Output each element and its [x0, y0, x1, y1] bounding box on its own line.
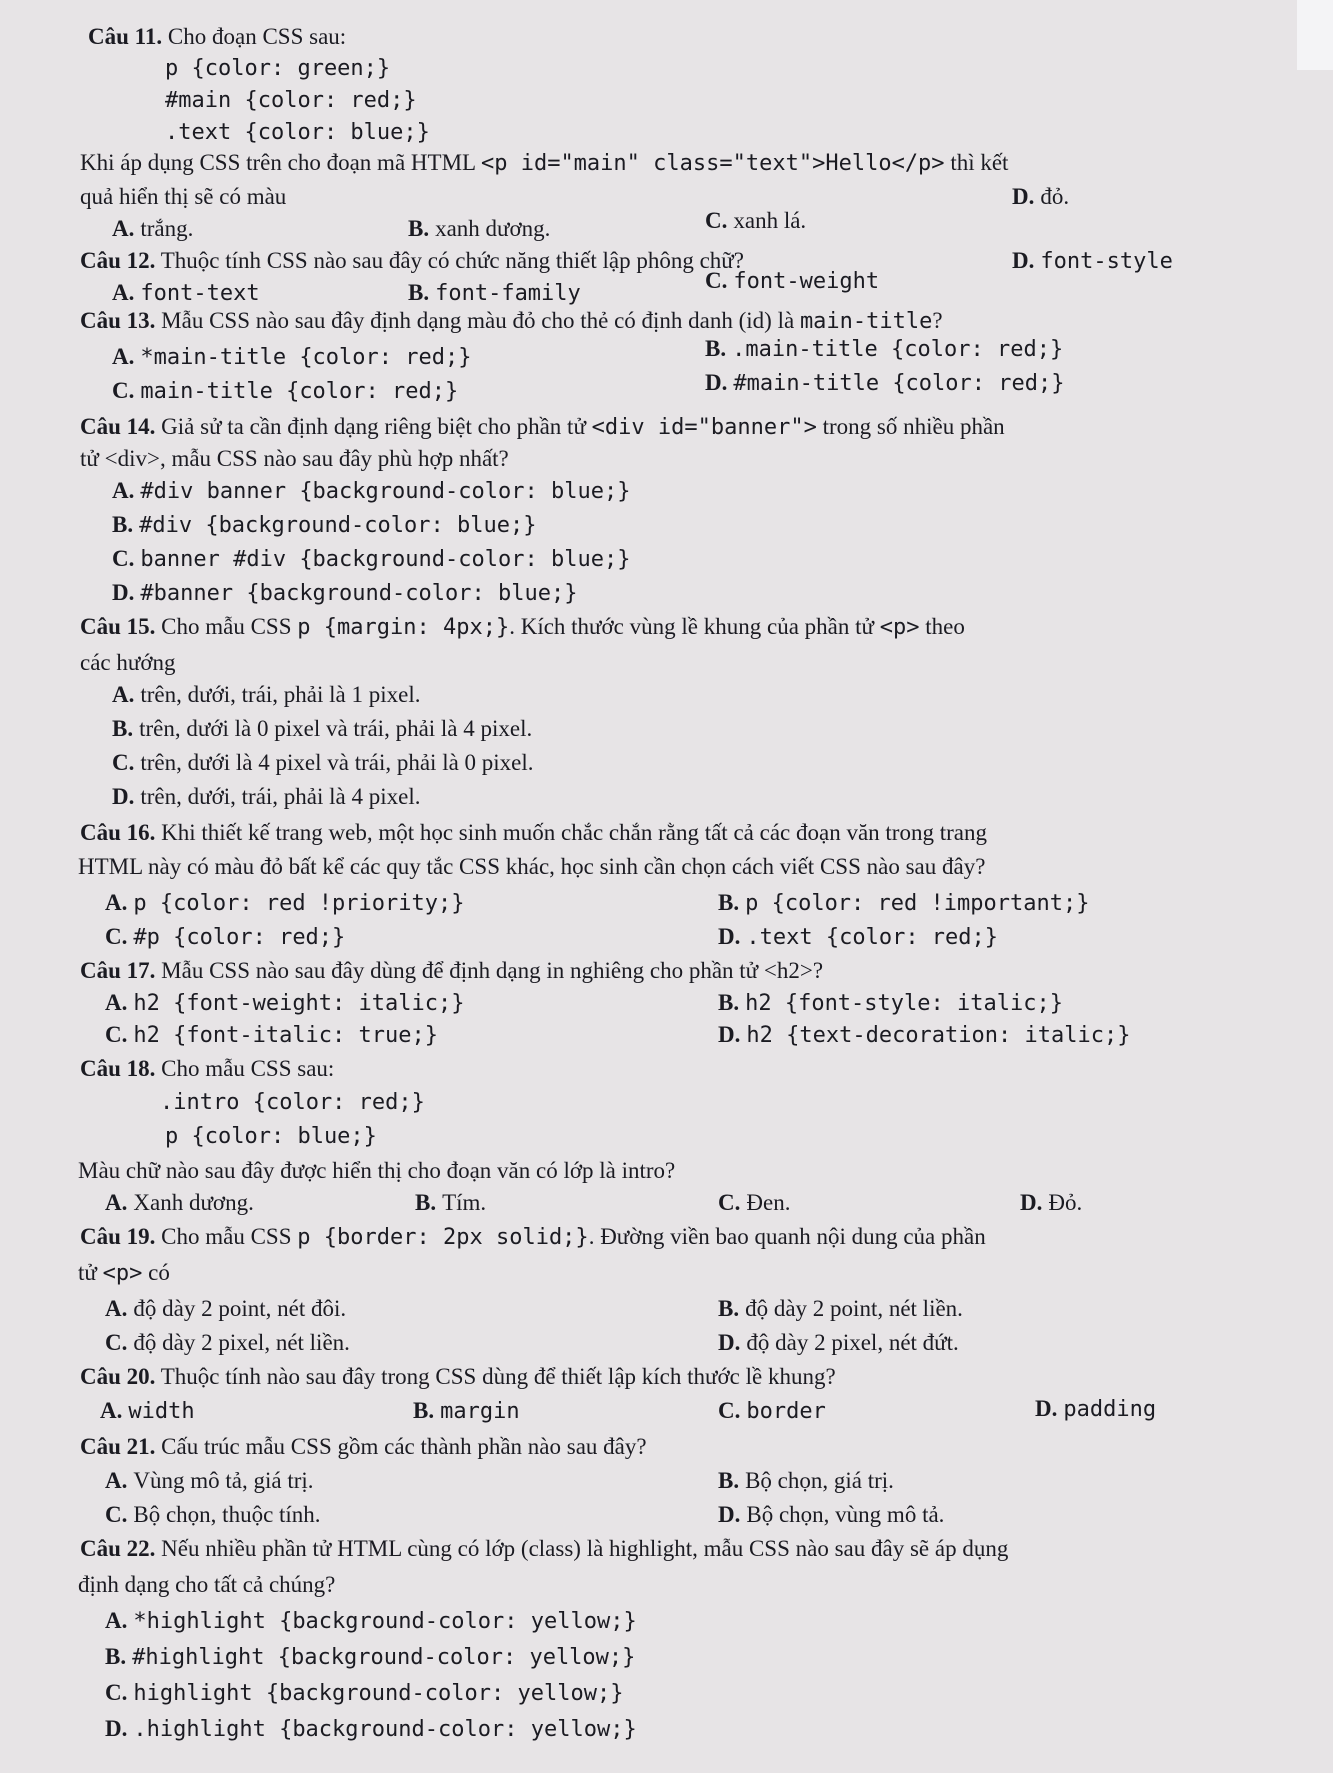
option-text: Bộ chọn, vùng mô tả.: [746, 1502, 945, 1527]
q19-code-a: p {border: 2px solid;}: [297, 1225, 589, 1250]
option-text: trên, dưới là 4 pixel và trái, phải là 0 pixel.: [140, 750, 534, 775]
option-letter: D.: [1035, 1396, 1058, 1421]
q20-option-d: [1035, 1394, 1156, 1425]
option-letter: A.: [105, 990, 128, 1015]
q14-code-a: <div id="banner">: [591, 415, 817, 440]
q20-option-a: [100, 1396, 195, 1427]
q19-code-c: <p>: [102, 1261, 143, 1286]
q14-question-line2: tử <div>, mẫu CSS nào sau đây phù hợp nhất?: [80, 446, 509, 471]
option-text: *main-title {color: red;}: [140, 345, 472, 370]
q16-question-line2: HTML này có màu đỏ bất kể các quy tắc CSS khác, học sinh cần chọn cách viết CSS nào sau đây?: [78, 854, 986, 879]
option-letter: B.: [705, 336, 727, 361]
q19-option-c: [105, 1328, 350, 1358]
option-text: độ dày 2 point, nét liền.: [745, 1296, 963, 1321]
q17-option-c: [105, 1020, 438, 1051]
option-letter: C.: [705, 208, 728, 233]
option-letter: A.: [112, 344, 135, 369]
q19-text-d: có: [142, 1260, 170, 1285]
q21-option-c: [105, 1500, 321, 1530]
q11-label: Câu 11.: [88, 24, 163, 49]
q22-label: Câu 22.: [80, 1536, 156, 1561]
q15-code-b: <p>: [879, 615, 920, 640]
q18-option-d: [1020, 1188, 1082, 1218]
option-text: font-text: [140, 281, 260, 306]
option-letter: A.: [112, 280, 135, 305]
option-text: Đen.: [746, 1190, 791, 1215]
q19-label: Câu 19.: [80, 1224, 156, 1249]
q21-text: Cấu trúc mẫu CSS gồm các thành phần nào sau đây?: [161, 1434, 647, 1459]
option-letter: A.: [112, 682, 135, 707]
q11-ask-a: Khi áp dụng CSS trên cho đoạn mã HTML: [80, 150, 481, 175]
q11-heading: [88, 22, 346, 52]
q21-question: [80, 1432, 647, 1462]
q20-label: Câu 20.: [80, 1364, 156, 1389]
q14-option-b: [112, 510, 536, 541]
option-text: Xanh dương.: [133, 1190, 254, 1215]
option-letter: B.: [112, 512, 134, 537]
option-letter: C.: [112, 750, 135, 775]
option-text: Vùng mô tả, giá trị.: [133, 1468, 314, 1493]
option-letter: B.: [408, 280, 430, 305]
option-text: Tím.: [442, 1190, 487, 1215]
q22-option-c: [105, 1678, 623, 1709]
q20-question: [80, 1362, 836, 1392]
option-text: h2 {font-weight: italic;}: [133, 991, 465, 1016]
option-text: xanh dương.: [435, 216, 551, 241]
q15-text-c: theo: [919, 614, 965, 639]
option-letter: A.: [100, 1398, 123, 1423]
option-text: #p {color: red;}: [133, 925, 346, 950]
q19-option-d: [718, 1328, 959, 1358]
q12-question: [80, 246, 744, 276]
option-letter: C.: [105, 1022, 128, 1047]
q21-option-b: [718, 1466, 894, 1496]
q19-text-a: Cho mẫu CSS: [161, 1224, 298, 1249]
q15-text-b: . Kích thước vùng lề khung của phần tử: [509, 614, 880, 639]
option-text: Đỏ.: [1048, 1190, 1083, 1215]
q11-code-2: #main {color: red;}: [165, 88, 417, 113]
q14-label: Câu 14.: [80, 414, 156, 439]
option-text: p {color: red !priority;}: [133, 891, 465, 916]
option-letter: D.: [112, 784, 135, 809]
q13-tail: ?: [932, 308, 943, 333]
q11-code-3: .text {color: blue;}: [165, 120, 430, 145]
q15-question-line2: các hướng: [80, 650, 176, 675]
q12-option-b: [408, 278, 581, 309]
q17-option-b: [718, 988, 1063, 1019]
q15-option-a: [112, 680, 421, 710]
option-text: trên, dưới là 0 pixel và trái, phải là 4 pixel.: [139, 716, 533, 741]
q15-text-a: Cho mẫu CSS: [161, 614, 298, 639]
q11-option-a: [112, 214, 193, 244]
option-text: highlight {background-color: yellow;}: [133, 1681, 624, 1706]
option-text: #div {background-color: blue;}: [139, 513, 537, 538]
q20-option-c: [718, 1396, 826, 1427]
option-text: #main-title {color: red;}: [733, 371, 1065, 396]
option-letter: A.: [112, 216, 135, 241]
q15-question-line1: [80, 612, 965, 643]
q16-label: Câu 16.: [80, 820, 156, 845]
q11-option-d: [1012, 182, 1069, 212]
option-text: font-family: [435, 281, 581, 306]
q16-text-a: Khi thiết kế trang web, một học sinh muốn chắc chắn rằng tất cả các đoạn văn trong trang: [161, 820, 987, 845]
q18-code-2: p {color: blue;}: [165, 1124, 377, 1149]
q12-option-d: [1012, 246, 1173, 277]
option-text: đỏ.: [1040, 184, 1070, 209]
option-letter: B.: [112, 716, 134, 741]
q19-question-line2: [78, 1258, 170, 1289]
option-text: trên, dưới, trái, phải là 4 pixel.: [140, 784, 421, 809]
q18-intro: Cho mẫu CSS sau:: [161, 1056, 335, 1081]
q15-option-d: [112, 782, 421, 812]
q14-option-c: [112, 544, 630, 575]
q12-option-a: [112, 278, 260, 309]
q18-label: Câu 18.: [80, 1056, 156, 1081]
q13-label: Câu 13.: [80, 308, 156, 333]
option-text: .highlight {background-color: yellow;}: [133, 1717, 637, 1742]
q11-ask-code: <p id="main" class="text">Hello</p>: [480, 151, 945, 176]
q18-code-1: .intro {color: red;}: [160, 1090, 425, 1115]
option-text: h2 {text-decoration: italic;}: [746, 1023, 1131, 1048]
option-letter: A.: [112, 478, 135, 503]
q15-code-a: p {margin: 4px;}: [297, 615, 510, 640]
option-letter: D.: [718, 1330, 741, 1355]
option-text: p {color: red !important;}: [745, 891, 1090, 916]
q19-question-line1: [80, 1222, 986, 1253]
q22-option-a: [105, 1606, 637, 1637]
option-letter: B.: [718, 990, 740, 1015]
q14-text-b: trong số nhiều phần: [816, 414, 1005, 439]
q15-option-c: [112, 748, 534, 778]
option-text: .text {color: red;}: [746, 925, 999, 950]
option-letter: C.: [105, 1680, 128, 1705]
option-letter: D.: [112, 580, 135, 605]
option-letter: D.: [705, 370, 728, 395]
option-letter: C.: [718, 1190, 741, 1215]
option-text: Bộ chọn, giá trị.: [745, 1468, 894, 1493]
option-text: font-style: [1040, 249, 1173, 274]
q14-option-a: [112, 476, 630, 507]
q11-option-c: [705, 206, 806, 236]
option-text: border: [746, 1399, 826, 1424]
option-letter: D.: [1012, 184, 1035, 209]
q16-option-d: [718, 922, 998, 953]
q13-option-d: [705, 368, 1065, 399]
q17-label: Câu 17.: [80, 958, 156, 983]
option-letter: C.: [718, 1398, 741, 1423]
option-letter: B.: [718, 1296, 740, 1321]
q11-question-line2: quả hiển thị sẽ có màu: [80, 184, 287, 209]
option-letter: D.: [718, 924, 741, 949]
q22-option-d: [105, 1714, 637, 1745]
option-letter: B.: [718, 1468, 740, 1493]
option-letter: C.: [705, 268, 728, 293]
q11-ask-b: thì kết: [944, 150, 1009, 175]
q14-question-line1: [80, 412, 1005, 443]
option-letter: A.: [105, 890, 128, 915]
q18-option-b: [415, 1188, 486, 1218]
option-text: banner #div {background-color: blue;}: [140, 547, 631, 572]
option-text: *highlight {background-color: yellow;}: [133, 1609, 637, 1634]
option-text: main-title {color: red;}: [140, 379, 459, 404]
q13-text: Mẫu CSS nào sau đây định dạng màu đỏ cho thẻ có định danh (id) là: [161, 308, 800, 333]
option-letter: B.: [413, 1398, 435, 1423]
q12-text: Thuộc tính CSS nào sau đây có chức năng thiết lập phông chữ?: [160, 248, 744, 273]
q20-option-b: [413, 1396, 520, 1427]
q11-question-line1: [80, 148, 1008, 179]
q16-question-line1: [80, 818, 987, 848]
q17-question: [80, 956, 823, 986]
q14-option-d: [112, 578, 577, 609]
q11-option-b: [408, 214, 550, 244]
option-text: trắng.: [140, 216, 194, 241]
option-text: width: [128, 1399, 195, 1424]
option-letter: B.: [718, 890, 740, 915]
option-letter: B.: [415, 1190, 437, 1215]
q13-option-b: [705, 334, 1063, 365]
option-text: trên, dưới, trái, phải là 1 pixel.: [140, 682, 421, 707]
q21-option-d: [718, 1500, 944, 1530]
option-letter: A.: [105, 1468, 128, 1493]
q22-question-line2: định dạng cho tất cả chúng?: [78, 1572, 336, 1597]
option-text: #banner {background-color: blue;}: [140, 581, 578, 606]
option-letter: C.: [105, 1330, 128, 1355]
q18-option-c: [718, 1188, 790, 1218]
option-text: xanh lá.: [733, 208, 807, 233]
option-text: độ dày 2 pixel, nét liền.: [133, 1330, 350, 1355]
option-text: .main-title {color: red;}: [732, 337, 1064, 362]
option-letter: D.: [718, 1022, 741, 1047]
option-letter: C.: [112, 546, 135, 571]
q11-code-1: p {color: green;}: [165, 56, 391, 81]
option-letter: D.: [718, 1502, 741, 1527]
q11-intro: Cho đoạn CSS sau:: [167, 24, 347, 49]
q18-option-a: [105, 1188, 254, 1218]
option-letter: D.: [1012, 248, 1035, 273]
option-text: #div banner {background-color: blue;}: [140, 479, 631, 504]
option-text: padding: [1063, 1397, 1157, 1422]
q22-question-line1: [80, 1534, 1008, 1564]
option-letter: D.: [105, 1716, 128, 1741]
option-text: Bộ chọn, thuộc tính.: [133, 1502, 321, 1527]
q22-option-b: [105, 1642, 635, 1673]
option-letter: B.: [105, 1644, 127, 1669]
option-letter: C.: [105, 1502, 128, 1527]
option-text: độ dày 2 point, nét đôi.: [133, 1296, 347, 1321]
option-text: margin: [440, 1399, 520, 1424]
option-letter: D.: [1020, 1190, 1043, 1215]
q16-option-c: [105, 922, 345, 953]
q21-label: Câu 21.: [80, 1434, 156, 1459]
q19-option-b: [718, 1294, 963, 1324]
option-text: #highlight {background-color: yellow;}: [132, 1645, 636, 1670]
q13-option-c: [112, 376, 458, 407]
q16-option-a: [105, 888, 465, 919]
option-text: h2 {font-style: italic;}: [745, 991, 1063, 1016]
q16-option-b: [718, 888, 1089, 919]
option-letter: C.: [105, 924, 128, 949]
q19-text-c: tử: [78, 1260, 103, 1285]
q15-label: Câu 15.: [80, 614, 156, 639]
option-text: font-weight: [733, 269, 880, 294]
q19-text-b: . Đường viền bao quanh nội dung của phần: [588, 1224, 986, 1249]
q20-text: Thuộc tính nào sau đây trong CSS dùng để thiết lập kích thước lề khung?: [160, 1364, 836, 1389]
q18-heading: [80, 1054, 334, 1084]
q12-label: Câu 12.: [80, 248, 156, 273]
option-text: h2 {font-italic: true;}: [133, 1023, 439, 1048]
option-letter: B.: [408, 216, 430, 241]
option-letter: A.: [105, 1608, 128, 1633]
option-text: độ dày 2 pixel, nét đứt.: [746, 1330, 959, 1355]
q19-option-a: [105, 1294, 346, 1324]
q17-option-d: [718, 1020, 1130, 1051]
q13-code: main-title: [799, 309, 933, 334]
q14-text-a: Giả sử ta cần định dạng riêng biệt cho phần tử: [161, 414, 592, 439]
q13-question: [80, 306, 943, 337]
option-letter: A.: [105, 1190, 128, 1215]
q12-option-c: [705, 266, 879, 297]
page-edge: [1297, 0, 1333, 70]
option-letter: A.: [105, 1296, 128, 1321]
q13-option-a: [112, 342, 472, 373]
q18-question: Màu chữ nào sau đây được hiển thị cho đoạn văn có lớp là intro?: [78, 1158, 676, 1183]
q21-option-a: [105, 1466, 314, 1496]
q17-option-a: [105, 988, 465, 1019]
q17-text: Mẫu CSS nào sau đây dùng để định dạng in nghiêng cho phần tử <h2>?: [161, 958, 824, 983]
q22-text-a: Nếu nhiều phần tử HTML cùng có lớp (class) là highlight, mẫu CSS nào sau đây sẽ áp dụng: [161, 1536, 1009, 1561]
q15-option-b: [112, 714, 532, 744]
option-letter: C.: [112, 378, 135, 403]
